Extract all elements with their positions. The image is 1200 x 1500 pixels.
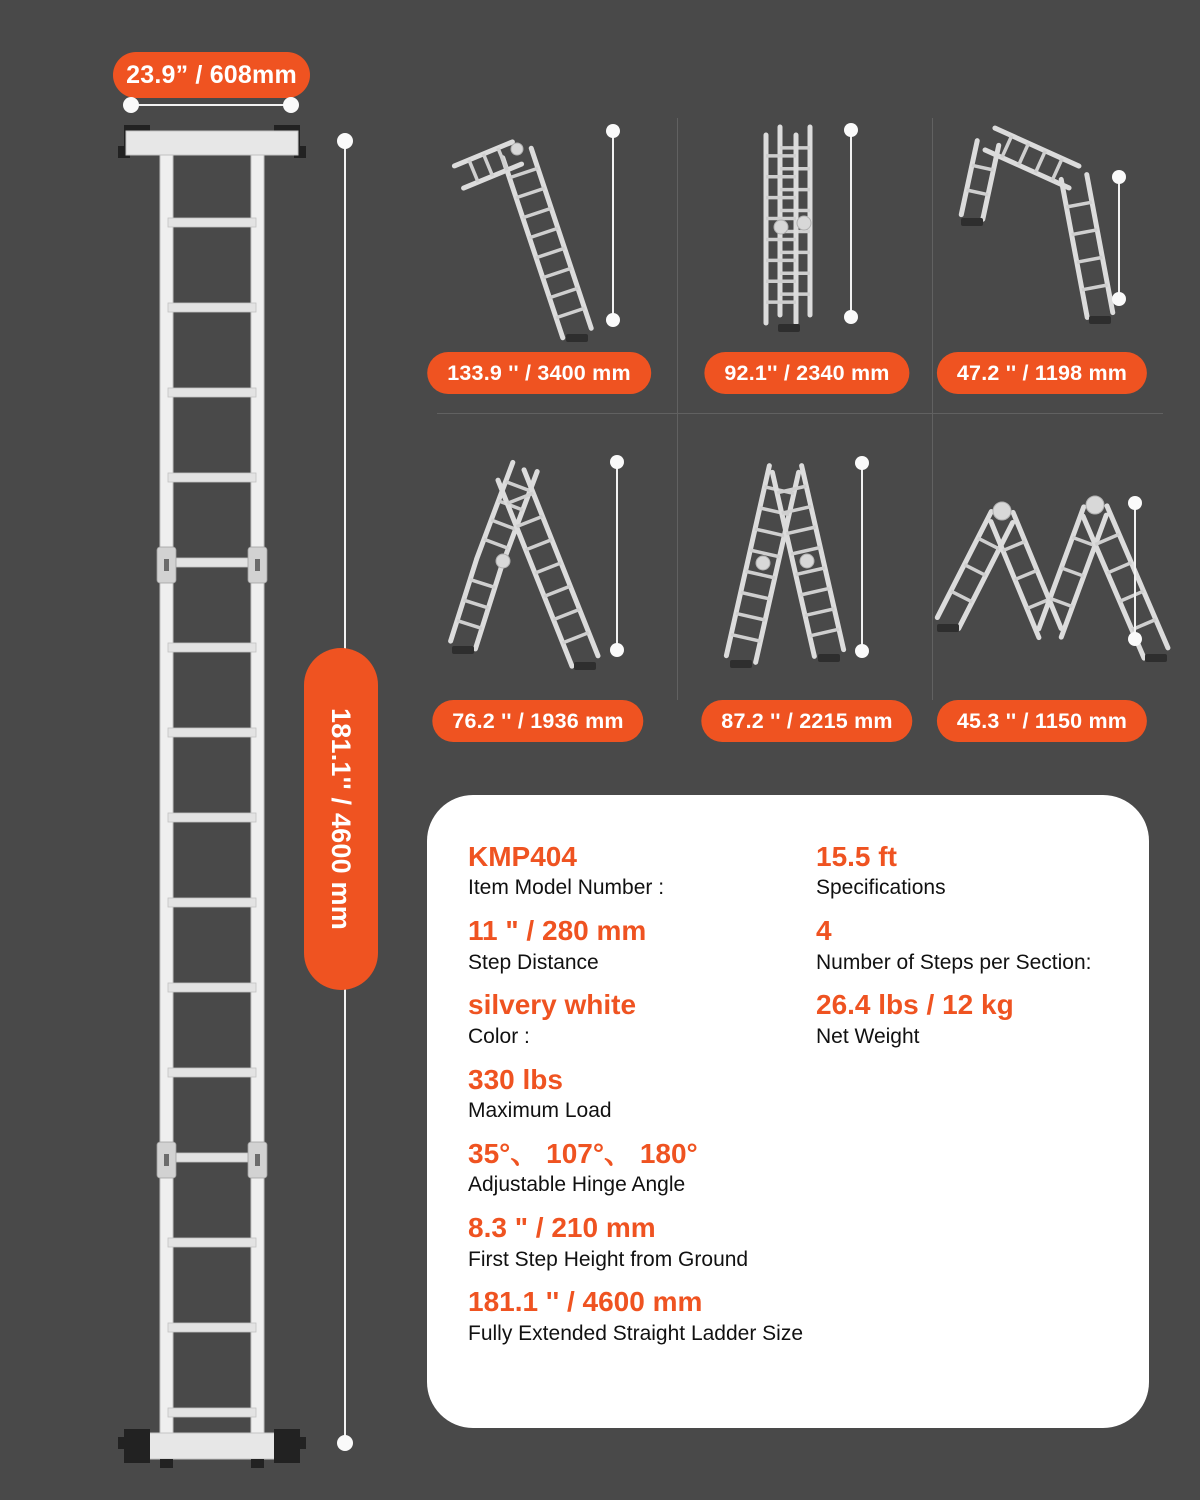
spec-label: Specifications (816, 876, 946, 900)
config-folded-pill: 45.3 '' / 1150 mm (937, 700, 1147, 742)
width-dimension-line (131, 104, 291, 106)
spec-value: KMP404 (468, 841, 577, 872)
spec-item-hinge-angle (468, 1138, 816, 1199)
config-stairway-pill: 76.2 '' / 1936 mm (432, 700, 643, 742)
spec-value: 8.3 " / 210 mm (468, 1212, 656, 1244)
config-folded-m-shape-illustration (932, 455, 1200, 695)
grid-divider-horizontal (437, 413, 1163, 414)
spec-item-model-number (468, 841, 816, 902)
spec-value: 330 lbs (468, 1063, 563, 1095)
specs-column-right (816, 841, 1119, 1428)
spec-value: 11 " / 280 mm (468, 915, 647, 947)
spec-value: silvery white (468, 989, 637, 1021)
spec-label: Number of Steps per Section: (816, 950, 1092, 974)
spec-value: 26.4 lbs / 12 kg (816, 989, 1014, 1021)
spec-label: First Step Height from Ground (468, 1247, 749, 1271)
spec-item-specifications (816, 841, 1119, 902)
straight-ladder-illustration (112, 122, 312, 1472)
spec-value: 35°、 107°、 180° (468, 1137, 698, 1169)
spec-label: Color : (468, 1024, 530, 1048)
config-a-frame-illustration (677, 455, 932, 695)
config-scaffold-pill: 47.2 '' / 1198 mm (937, 352, 1147, 394)
width-dimension-pill: 23.9” / 608mm (113, 52, 310, 98)
spec-item-steps-per-section (816, 915, 1119, 976)
config-roof-pill: 133.9 '' / 3400 mm (427, 352, 651, 394)
spec-item-color (468, 989, 816, 1050)
spec-value: 15.5 ft (816, 841, 897, 872)
config-roof-hook-illustration (437, 115, 677, 350)
config-stairway-illustration (437, 455, 677, 695)
dimension-endpoint-dot (337, 1435, 353, 1451)
spec-label: Fully Extended Straight Ladder Size (468, 1321, 804, 1345)
spec-label: Step Distance (468, 950, 599, 974)
spec-label: Net Weight (816, 1024, 920, 1048)
spec-label: Item Model Number : (468, 876, 665, 900)
specs-column-left (468, 841, 816, 1428)
specifications-card (427, 795, 1149, 1428)
dimension-endpoint-dot (283, 97, 299, 113)
spec-item-first-step-height (468, 1212, 816, 1273)
spec-item-net-weight (816, 989, 1119, 1050)
config-extension-ladder-illustration (677, 115, 932, 350)
spec-value: 181.1 '' / 4600 mm (468, 1286, 703, 1318)
spec-label: Maximum Load (468, 1099, 612, 1123)
spec-item-maximum-load (468, 1064, 816, 1125)
spec-item-extended-size (468, 1286, 816, 1347)
config-scaffold-bridge-illustration (932, 115, 1200, 350)
height-dimension-pill: 181.1'' / 4600 mm (304, 648, 378, 990)
spec-item-step-distance (468, 915, 816, 976)
dimension-endpoint-dot (123, 97, 139, 113)
config-aframe-pill: 87.2 '' / 2215 mm (701, 700, 912, 742)
config-extension-pill: 92.1'' / 2340 mm (704, 352, 909, 394)
spec-value: 4 (816, 915, 832, 947)
spec-label: Adjustable Hinge Angle (468, 1173, 686, 1197)
dimension-endpoint-dot (337, 133, 353, 149)
